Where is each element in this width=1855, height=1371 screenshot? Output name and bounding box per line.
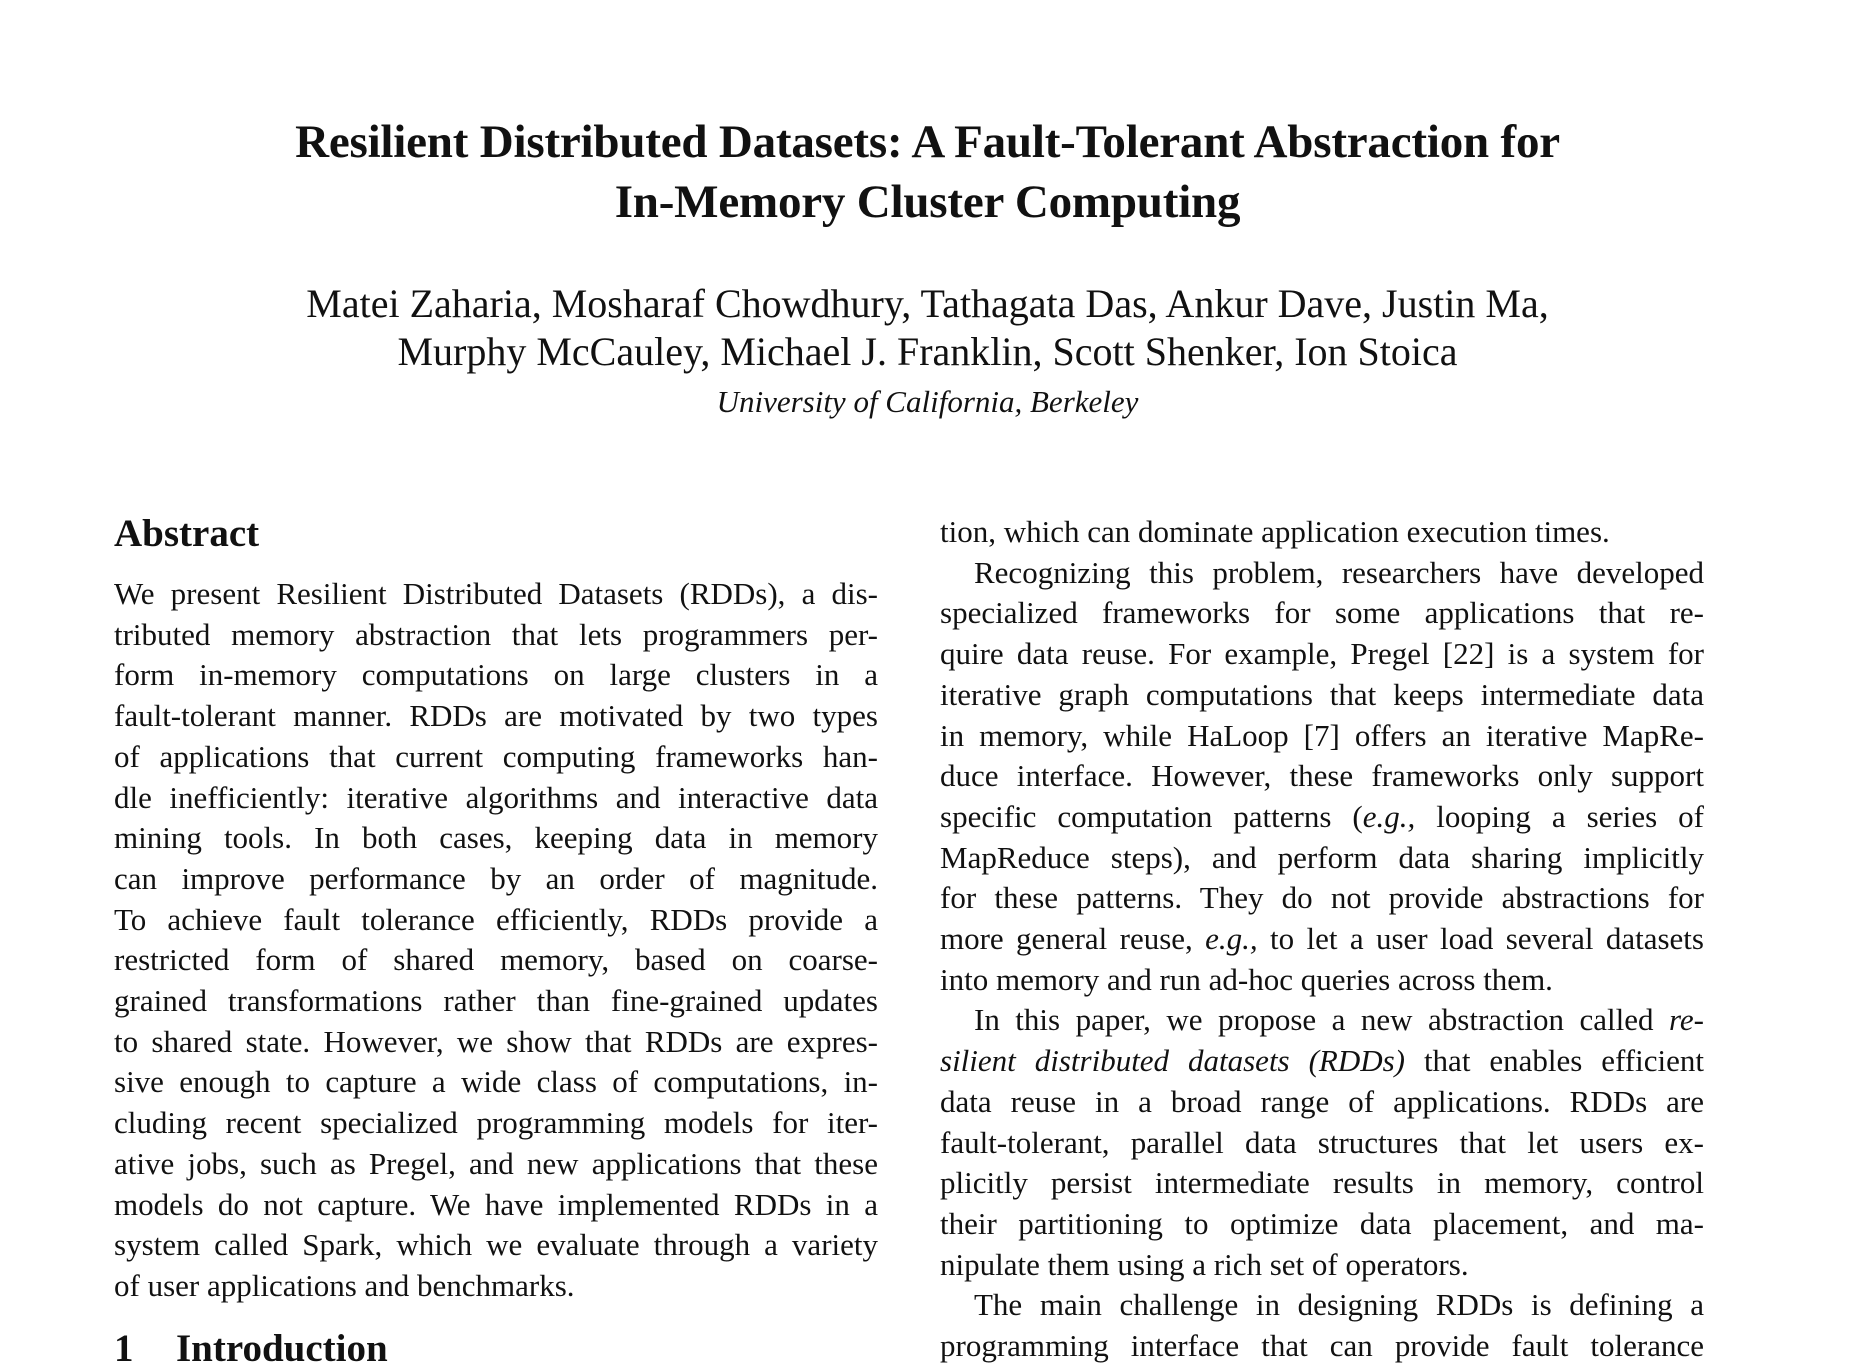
section-heading-introduction — [114, 1327, 878, 1371]
body-line: duce interface. However, these frameworks only support — [940, 758, 1704, 794]
body-line: MapReduce steps), and perform data sharing implicitly — [940, 839, 1704, 875]
section-title: Introduction — [176, 1326, 388, 1370]
title-line: Resilient Distributed Datasets: A Fault-Tolerant Abstraction for — [295, 116, 1560, 168]
body-line: fault-tolerant, parallel data structures that let users ex- — [940, 1124, 1704, 1160]
text-run: to let a user load several datasets — [1257, 921, 1704, 957]
abstract-line: fault-tolerant manner. RDDs are motivated by two types — [114, 698, 878, 734]
body-line: programming interface that can provide fault tolerance — [940, 1328, 1704, 1364]
abstract-line: mining tools. In both cases, keeping data in memory — [114, 820, 878, 856]
abstract-line: tributed memory abstraction that lets programmers per- — [114, 616, 878, 652]
affiliation: University of California, Berkeley — [716, 384, 1139, 419]
right-column — [940, 512, 1704, 1367]
body-line: for these patterns. They do not provide abstractions for — [940, 880, 1704, 916]
section-number: 1 — [114, 1326, 134, 1370]
text-run-italic: silient distributed datasets (RDDs) — [940, 1043, 1405, 1079]
abstract-line: models do not capture. We have implemented RDDs in a — [114, 1186, 878, 1222]
abstract-line: restricted form of shared memory, based on coarse- — [114, 942, 878, 978]
left-column — [114, 512, 878, 1371]
author-line: Murphy McCauley, Michael J. Franklin, Scott Shenker, Ion Stoica — [397, 329, 1458, 374]
body-line: specialized frameworks for some applications that re- — [940, 595, 1704, 631]
abstract-line: ative jobs, such as Pregel, and new applications that these — [114, 1145, 878, 1181]
abstract-line: grained transformations rather than fine-grained updates — [114, 983, 878, 1019]
text-run-italic: re- — [1669, 1002, 1704, 1038]
abstract-heading: Abstract — [114, 512, 260, 555]
abstract-line: We present Resilient Distributed Datasets (RDDs), a dis- — [114, 576, 878, 611]
body-line — [940, 919, 1704, 960]
abstract-body — [114, 574, 878, 1307]
body-line: data reuse in a broad range of applications. RDDs are — [940, 1083, 1704, 1119]
abstract-line: form in-memory computations on large clusters in a — [114, 657, 878, 693]
text-run-italic: e.g., — [1362, 798, 1416, 834]
body-line: in memory, while HaLoop [7] offers an iterative MapRe- — [940, 717, 1704, 753]
body-line: The main challenge in designing RDDs is defining a — [974, 1287, 1704, 1323]
abstract-line: of user applications and benchmarks. — [114, 1267, 575, 1303]
abstract-line: To achieve fault tolerance efficiently, RDDs provide a — [114, 901, 878, 937]
abstract-line: to shared state. However, we show that RDDs are expres- — [114, 1023, 878, 1059]
abstract-line: can improve performance by an order of magnitude. — [114, 860, 878, 896]
abstract-line: cluding recent specialized programming models for iter- — [114, 1105, 878, 1141]
body-line: into memory and run ad-hoc queries across them. — [940, 961, 1553, 997]
text-run: looping a series of — [1415, 798, 1704, 834]
paper-title — [0, 112, 1855, 232]
text-run: In this paper, we propose a new abstraction called — [974, 1002, 1669, 1038]
title-line: In-Memory Cluster Computing — [614, 176, 1241, 228]
body-line: quire data reuse. For example, Pregel [22] is a system for — [940, 636, 1704, 672]
text-run: more general reuse, — [940, 921, 1206, 957]
text-run: that enables efficient — [1405, 1043, 1704, 1079]
text-run: specific computation patterns ( — [940, 798, 1363, 834]
author-line: Matei Zaharia, Mosharaf Chowdhury, Tathagata Das, Ankur Dave, Justin Ma, — [306, 281, 1549, 326]
text-run-italic: e.g., — [1205, 921, 1258, 957]
body-line: Recognizing this problem, researchers have developed — [974, 554, 1704, 590]
abstract-line: dle inefficiently: iterative algorithms and interactive data — [114, 779, 878, 815]
body-line: iterative graph computations that keeps intermediate data — [940, 676, 1704, 712]
abstract-line: of applications that current computing frameworks han- — [114, 738, 878, 774]
abstract-line: sive enough to capture a wide class of computations, in- — [114, 1064, 878, 1100]
author-list — [0, 280, 1855, 376]
body-line — [940, 797, 1704, 838]
body-line: tion, which can dominate application execution times. — [940, 514, 1610, 549]
body-line: plicitly persist intermediate results in memory, control — [940, 1165, 1704, 1201]
body-line: their partitioning to optimize data placement, and ma- — [940, 1205, 1704, 1241]
abstract-line: system called Spark, which we evaluate through a variety — [114, 1227, 878, 1263]
body-line: nipulate them using a rich set of operators. — [940, 1246, 1469, 1282]
body-line — [940, 1041, 1704, 1082]
body-line — [940, 1000, 1704, 1041]
